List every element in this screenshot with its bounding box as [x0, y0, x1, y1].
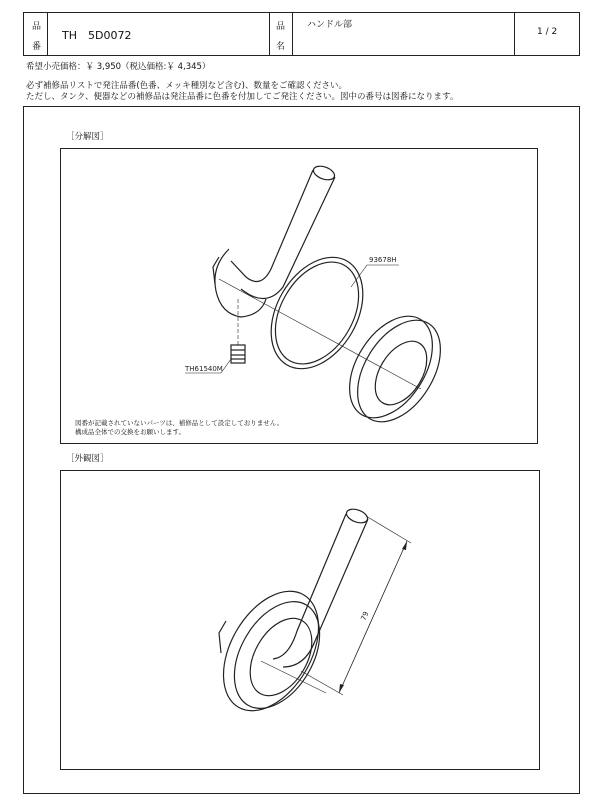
hinban-label-top: 品	[32, 22, 42, 32]
exploded-view-title: ［分解図］	[66, 132, 109, 142]
dimension-line	[339, 541, 407, 693]
lever-arm-left-edge	[231, 170, 313, 282]
part-label-93678H: 93678H	[369, 256, 397, 264]
dim-arrow-bottom	[339, 684, 344, 693]
exploded-handle-drawing	[61, 149, 537, 443]
hinmei-label-top: 品	[276, 22, 286, 32]
escutcheon-back	[332, 301, 449, 432]
hinmei-label-cell	[270, 13, 293, 55]
handle-base-body	[215, 249, 266, 317]
exterior-view-title: ［外観図］	[66, 454, 109, 464]
remark-line-1: 図番が記載されていないパーツは、補修品として設定しておりません。	[75, 419, 284, 427]
exploded-view-box	[60, 148, 538, 444]
price-line: 希望小売価格：￥ 3,950（税込価格:￥ 4,345）	[26, 62, 211, 72]
hinban-label-bottom: 番	[32, 42, 42, 52]
lever-arm-right-edge	[241, 177, 335, 299]
hinmei-label-bottom: 名	[276, 42, 286, 52]
note-line-2: ただし、タンク、便器などの補修品は発注品番に色番を付加してご発注ください。図中の番号は図番になります。	[26, 92, 459, 102]
lever-tip	[345, 507, 370, 526]
exterior-handle-drawing	[61, 471, 539, 769]
handle-base-side	[219, 621, 226, 653]
product-code: TH 5D0072	[62, 29, 132, 42]
lever-edge-right	[283, 519, 368, 667]
handle-base-face	[237, 608, 324, 707]
header-table	[23, 12, 580, 56]
center-line	[219, 279, 421, 389]
o-ring-outer	[252, 241, 381, 385]
note-line-1: 必ず補修品リストで発注品番(色番、メッキ種別など含む)、数量をご確認ください。	[26, 81, 347, 91]
set-screw	[231, 345, 245, 363]
dim-extension-top	[366, 516, 411, 543]
escutcheon-front	[340, 305, 457, 436]
hinban-label-cell	[24, 13, 48, 55]
lever-tip	[312, 164, 337, 183]
part-label-TH61540M: TH61540M	[185, 365, 223, 373]
exterior-view-box	[60, 470, 540, 770]
dim-arrow-top	[402, 541, 407, 550]
product-name: ハンドル部	[307, 20, 353, 30]
dimension-value: 79	[359, 610, 371, 622]
page-cell	[515, 13, 579, 55]
product-code-cell	[48, 13, 270, 55]
remark-line-2: 構成品全体での交換をお願いします。	[75, 428, 185, 436]
page-number: 1 / 2	[537, 27, 558, 37]
dim-extension-bottom	[301, 671, 343, 695]
product-name-cell	[293, 13, 515, 55]
leader-93678H	[351, 265, 367, 287]
lever-edge-left	[273, 514, 346, 659]
o-ring-inner	[258, 247, 375, 378]
